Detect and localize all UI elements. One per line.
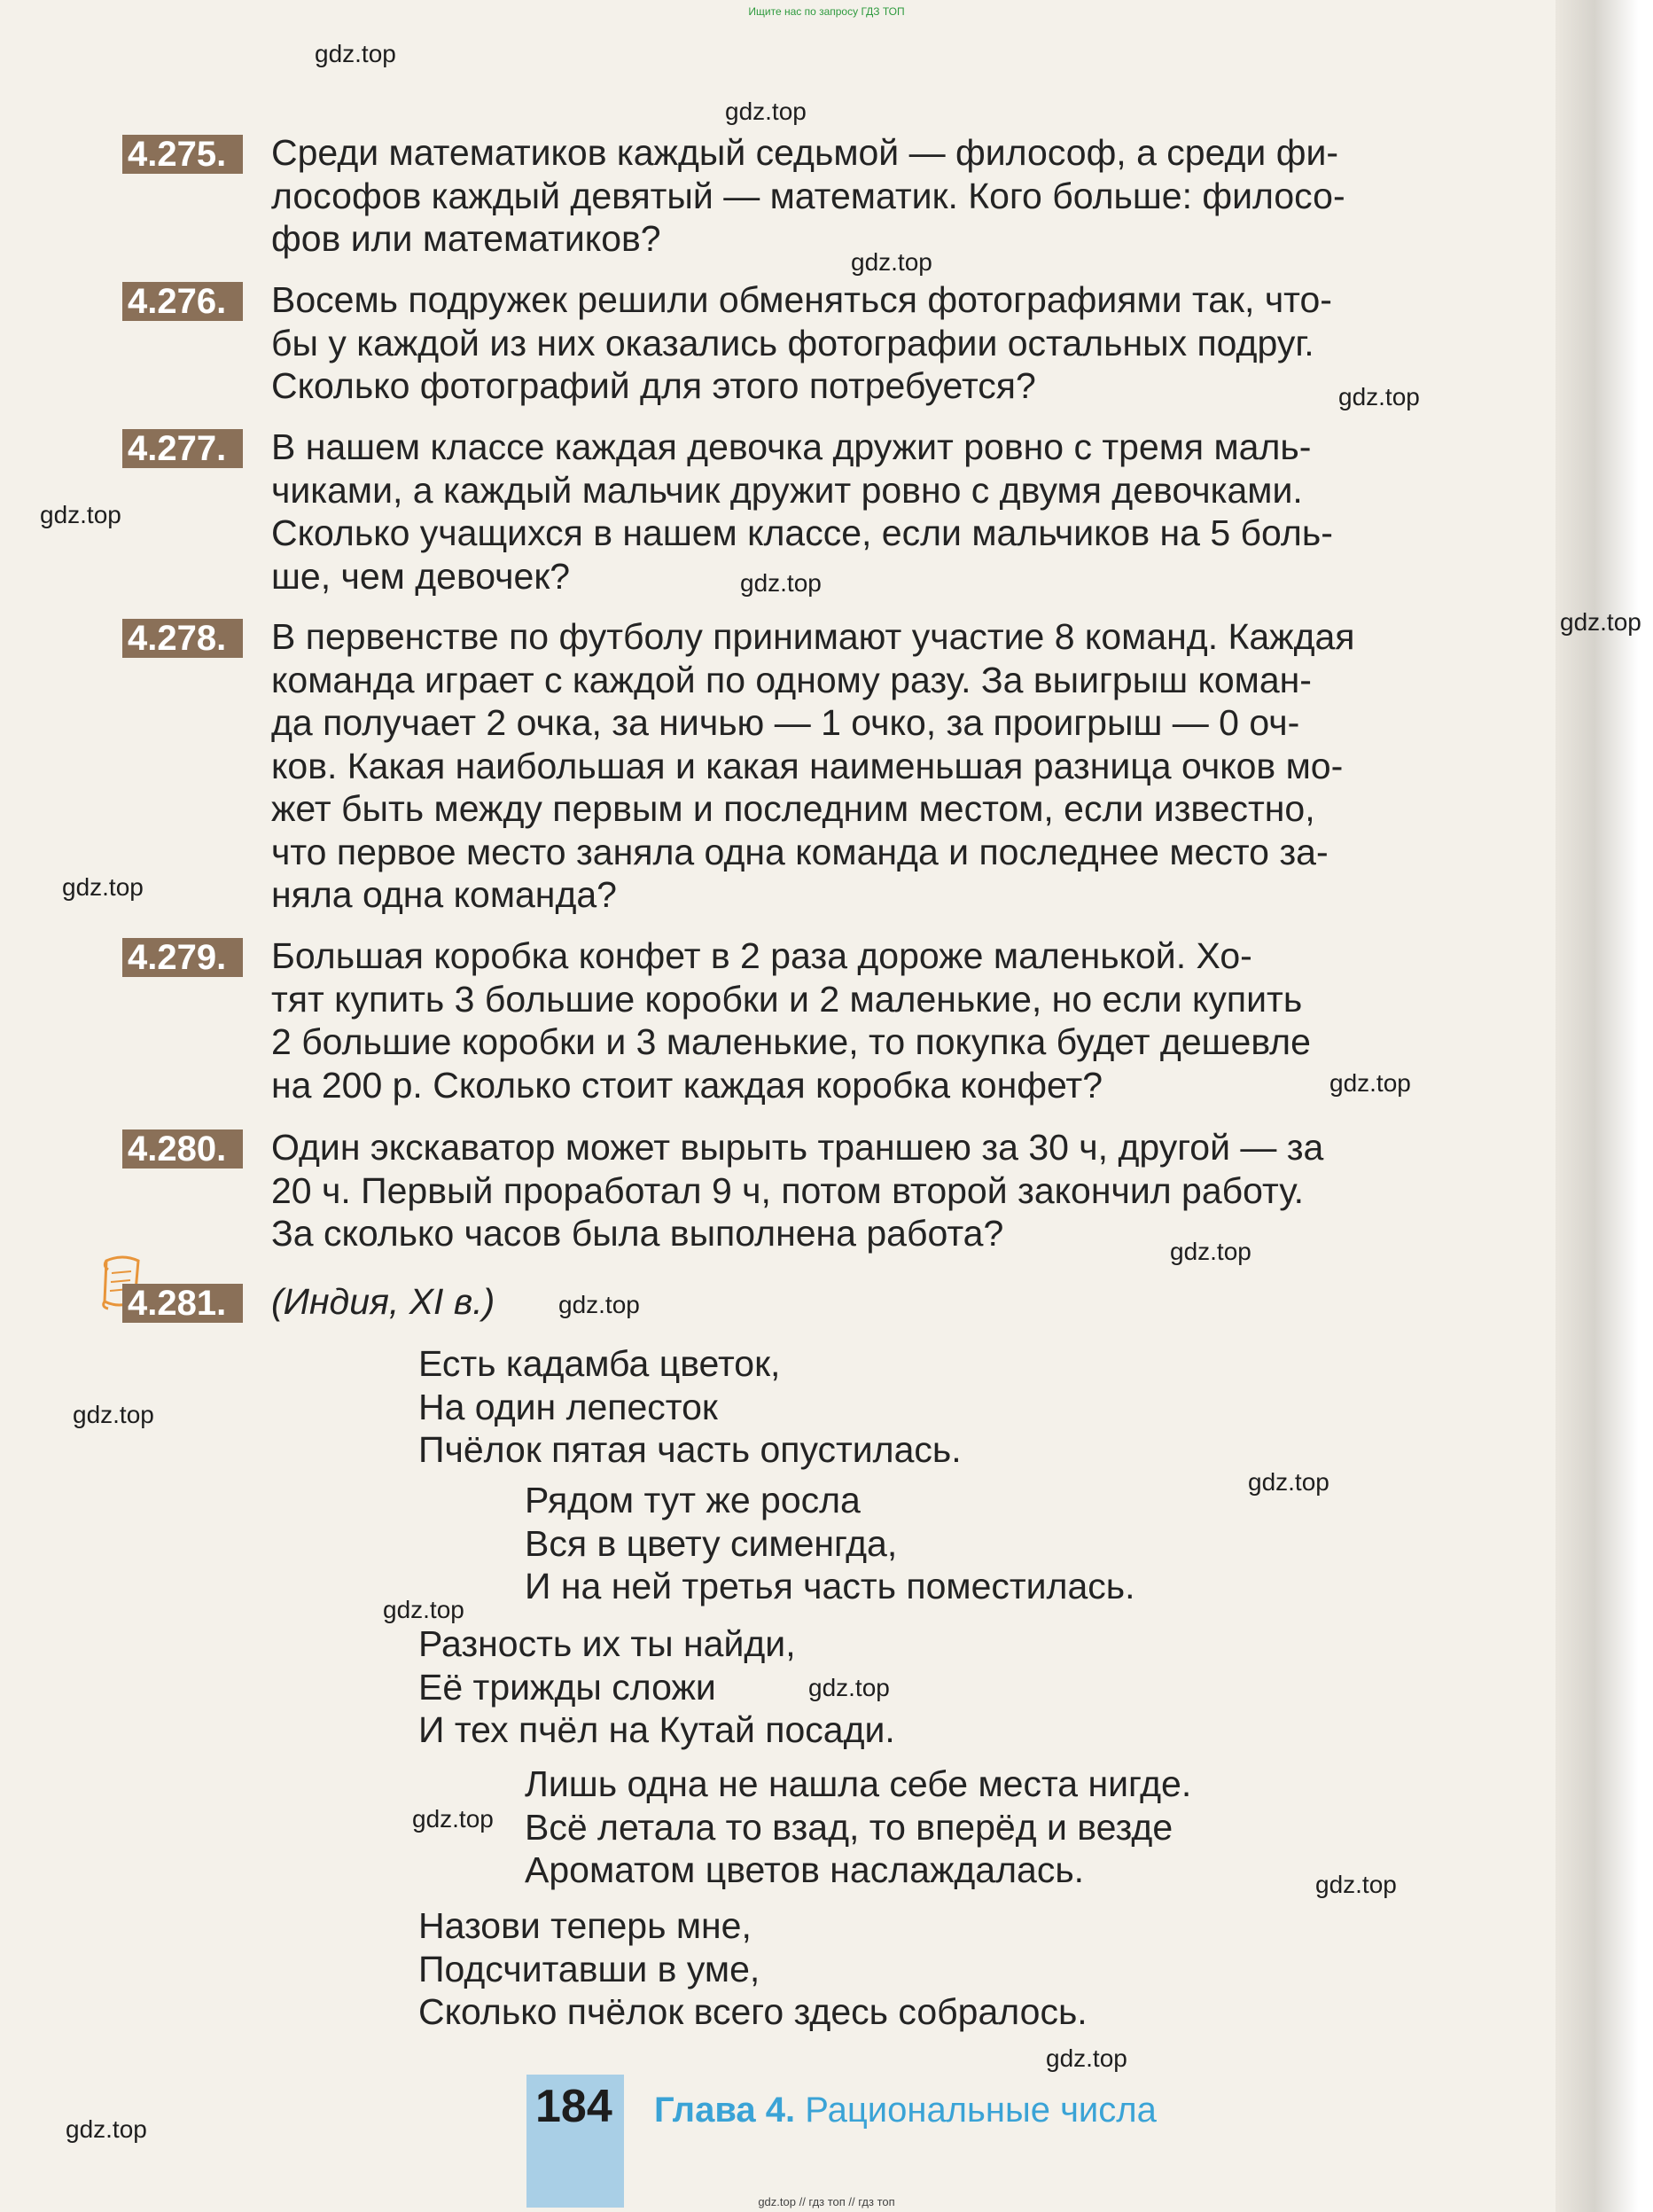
problem-text <box>271 1280 1505 1324</box>
poem-line: Её трижды сложи <box>418 1666 716 1708</box>
poem-line: Ароматом цветов наслаждалась. <box>525 1849 1085 1890</box>
text-line: Сколько учащихся в нашем классе, если мальчиков на 5 боль- <box>271 512 1333 553</box>
problem-number-badge: 4.277. <box>122 429 243 468</box>
problem-text <box>271 131 1505 261</box>
problem-text <box>271 278 1505 408</box>
chapter-title <box>654 2091 1157 2130</box>
watermark: gdz.top <box>1560 608 1641 636</box>
watermark: gdz.top <box>1046 2044 1127 2072</box>
poem-line: Сколько пчёлок всего здесь собралось. <box>418 1991 1088 2032</box>
text-line: За сколько часов была выполнена работа? <box>271 1213 1004 1254</box>
problem-text <box>271 934 1505 1106</box>
poem-stanza-4 <box>525 1763 1191 1892</box>
text-line: команда играет с каждой по одному разу. За выигрыш коман- <box>271 659 1312 700</box>
poem-stanza-2 <box>525 1479 1135 1608</box>
problem-text <box>271 426 1505 598</box>
problem-text <box>271 1126 1505 1255</box>
watermark: gdz.top <box>73 1401 154 1428</box>
text-line: Сколько фотографий для этого потребуется? <box>271 365 1036 406</box>
problem-number-badge: 4.276. <box>122 282 243 321</box>
text-line: да получает 2 очка, за ничью — 1 очко, за проигрыш — 0 оч- <box>271 702 1300 743</box>
watermark: gdz.top <box>740 569 822 597</box>
text-line: ков. Какая наибольшая и какая наименьшая разница очков мо- <box>271 745 1344 786</box>
text-line: Один экскаватор может вырыть траншею за 30 ч, другой — за <box>271 1127 1324 1168</box>
poem-stanza-1 <box>418 1342 962 1472</box>
poem-line: Пчёлок пятая часть опустилась. <box>418 1429 962 1470</box>
problem-4-278 <box>122 615 1505 917</box>
poem-line: Есть кадамба цветок, <box>418 1343 781 1384</box>
problem-number-badge: 4.278. <box>122 619 243 658</box>
text-line: жет быть между первым и последним местом, если известно, <box>271 788 1315 829</box>
watermark: gdz.top <box>1338 383 1420 410</box>
poem-line: Лишь одна не нашла себе места нигде. <box>525 1763 1192 1804</box>
text-line: 2 большие коробки и 3 маленькие, то покупка будет дешевле <box>271 1021 1311 1062</box>
poem-line: И на ней третья часть поместилась. <box>525 1566 1135 1606</box>
poem-line: Вся в цвету сименгда, <box>525 1522 898 1564</box>
bottom-note: gdz.top // гдз топ // гдз топ <box>758 2195 895 2208</box>
problem-4-281 <box>122 1280 1505 1324</box>
text-line: Восемь подружек решили обменяться фотографиями так, что- <box>271 279 1332 320</box>
poem-line: Разность их ты найди, <box>418 1623 796 1664</box>
problem-text <box>271 615 1505 917</box>
poem-line: На один лепесток <box>418 1386 718 1427</box>
poem-line: Рядом тут же росла <box>525 1480 861 1520</box>
problem-4-275 <box>122 131 1505 261</box>
text-line: лософов каждый девятый — математик. Кого больше: филосо- <box>271 175 1345 216</box>
watermark: gdz.top <box>1248 1468 1329 1496</box>
problem-number-badge: 4.280. <box>122 1129 243 1169</box>
text-line: Большая коробка конфет в 2 раза дороже маленькой. Хо- <box>271 935 1252 976</box>
text-line: фов или математиков? <box>271 218 661 259</box>
watermark: gdz.top <box>40 501 121 528</box>
watermark: gdz.top <box>66 2115 147 2143</box>
watermark: gdz.top <box>1329 1069 1411 1097</box>
text-line: тят купить 3 большие коробки и 2 маленькие, но если купить <box>271 978 1303 1020</box>
page-number: 184 <box>535 2081 612 2132</box>
watermark: gdz.top <box>383 1596 464 1623</box>
text-line: В первенстве по футболу принимают участие 8 команд. Каждая <box>271 616 1355 657</box>
problem-number-badge: 4.275. <box>122 135 243 174</box>
watermark: gdz.top <box>412 1805 494 1833</box>
poem-stanza-5 <box>418 1904 1088 2034</box>
text-line: чиками, а каждый мальчик дружит ровно с двумя девочками. <box>271 469 1303 511</box>
problem-number-badge: 4.281. <box>122 1284 243 1323</box>
top-search-note: Ищите нас по запросу ГДЗ ТОП <box>748 5 905 18</box>
page-edge-shadow <box>1556 0 1653 2212</box>
poem-line: Всё летала то взад, то вперёд и везде <box>525 1806 1173 1848</box>
watermark: gdz.top <box>1170 1238 1251 1265</box>
watermark: gdz.top <box>558 1291 640 1318</box>
problem-4-280 <box>122 1126 1505 1255</box>
chapter-name: Рациональные числа <box>805 2091 1157 2130</box>
text-line: няла одна команда? <box>271 874 617 915</box>
text-line: ше, чем девочек? <box>271 555 571 597</box>
problem-4-277 <box>122 426 1505 598</box>
poem-stanza-3 <box>418 1622 895 1752</box>
watermark: gdz.top <box>808 1674 890 1701</box>
problem-number-badge: 4.279. <box>122 938 243 977</box>
poem-line: И тех пчёл на Кутай посади. <box>418 1709 895 1750</box>
watermark: gdz.top <box>62 873 144 901</box>
text-line: 20 ч. Первый проработал 9 ч, потом второй закончил работу. <box>271 1169 1305 1211</box>
watermark: gdz.top <box>1315 1871 1397 1898</box>
watermark: gdz.top <box>315 40 396 67</box>
text-line: В нашем классе каждая девочка дружит ровно с тремя маль- <box>271 426 1312 467</box>
poem-line: Подсчитавши в уме, <box>418 1948 760 1989</box>
text-line: (Индия, XI в.) <box>271 1281 495 1322</box>
text-line: бы у каждой из них оказались фотографии остальных подруг. <box>271 322 1314 363</box>
chapter-label: Глава 4. <box>654 2091 796 2130</box>
problem-4-276 <box>122 278 1505 408</box>
poem-line: Назови теперь мне, <box>418 1905 752 1946</box>
text-line: Среди математиков каждый седьмой — философ, а среди фи- <box>271 132 1338 173</box>
text-line: на 200 р. Сколько стоит каждая коробка конфет? <box>271 1064 1103 1106</box>
watermark: gdz.top <box>725 98 807 125</box>
problem-4-279 <box>122 934 1505 1106</box>
watermark: gdz.top <box>851 248 932 276</box>
text-line: что первое место заняла одна команда и последнее место за- <box>271 831 1329 872</box>
